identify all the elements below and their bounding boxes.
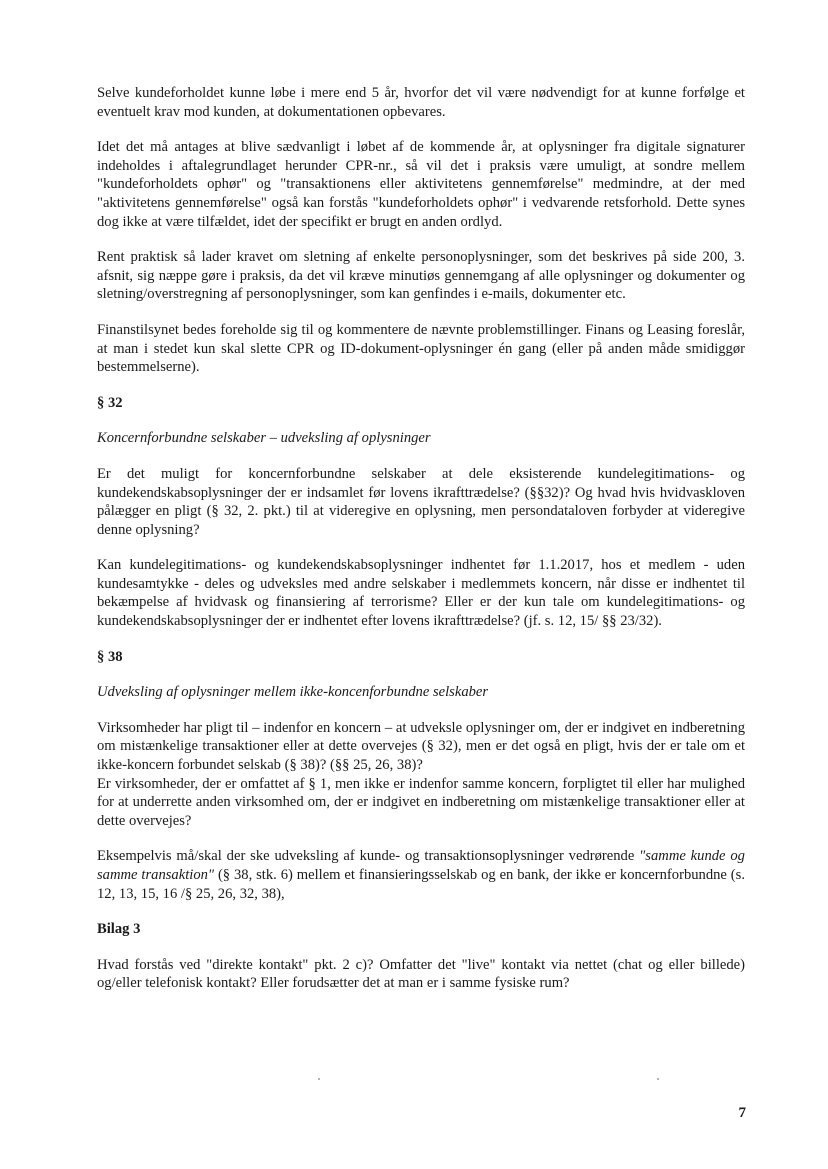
- section-38-heading: § 38: [97, 648, 123, 665]
- intro-paragraph-4: Finanstilsynet bedes foreholde sig til og kommentere de nævnte problemstillinger. Finans og Leasing foreslår, at man i stedet kun skal slette CPR og ID-dokument-oplysninger én gang (eller på anden måde smidiggør bestemmelserne).: [97, 321, 745, 376]
- section-38-paragraph-1b: Er virksomheder, der er omfattet af § 1, men ikke er indenfor samme koncern, forpligtet til eller har mulighed for at underrette anden virksomhed om, der er indgivet en indberetning om mistænkelige transaktioner eller at dette overvejes?: [97, 775, 745, 829]
- page-number: 7: [738, 1105, 746, 1121]
- section-38-paragraph-1a: Virksomheder har pligt til – indenfor en koncern – at udveksle oplysninger om, der er indgivet en indberetning om mistænkelige transaktioner eller at dette overvejes (§ 32), men er det også en pligt, hvis der er tale om et ikke-koncern forbundet selskab (§ 38)? (§§ 25, 26, 38)?: [97, 719, 745, 774]
- section-38-paragraph-2-quote: "samme kunde og samme transaktion": [97, 848, 745, 883]
- section-38-paragraph-2: [97, 847, 745, 903]
- section-38-paragraph-2-suffix: (§ 38, stk. 6) mellem et finansieringsselskab og en bank, der ikke er koncernforbundne (s. 12, 13, 15, 16 /§ 25, 26, 32, 38),: [97, 867, 745, 902]
- document-page: [97, 84, 745, 1010]
- scan-speck: [657, 1078, 659, 1080]
- intro-paragraph-1: Selve kundeforholdet kunne løbe i mere end 5 år, hvorfor det vil være nødvendigt for at kunne forfølge et eventuelt krav mod kunden, at dokumentationen opbevares.: [97, 85, 745, 120]
- section-38-paragraph-2-prefix: Eksempelvis må/skal der ske udveksling af kunde- og transaktionsoplysninger vedrørende: [97, 848, 640, 865]
- intro-paragraph-3: Rent praktisk så lader kravet om sletning af enkelte personoplysninger, som det beskrives på side 200, 3. afsnit, sig næppe gøre i praksis, da det vil kræve minutiøs gennemgang af alle oplysninger og dokumenter og sletning/overstregning af personoplysninger, som kan genfindes i e-mails, dokumenter etc.: [97, 249, 745, 303]
- section-32-heading: § 32: [97, 394, 123, 411]
- section-32-paragraph-2: Kan kundelegitimations- og kundekendskabsoplysninger indhentet før 1.1.2017, hos et medlem - uden kundesamtykke - deles og udveksles med andre selskaber i medlemmets koncern, når disse er indhentet til bekæmpelse af hvidvask og finansiering af terrorisme? Eller er der kun tale om kundelegitimations- og kundekendskabsoplysninger der er indhentet efter lovens ikrafttrædelse? (jf. s. 12, 15/ §§ 23/32).: [97, 557, 745, 630]
- section-38-subheading: Udveksling af oplysninger mellem ikke-koncenforbundne selskaber: [97, 684, 489, 701]
- scan-speck: [318, 1078, 320, 1080]
- intro-paragraph-2: Idet det må antages at blive sædvanligt i løbet af de kommende år, at oplysninger fra digitale signaturer indeholdes i aftalegrundlaget herunder CPR-nr., så vil det i praksis være umuligt, at sondre mellem "kundeforholdets ophør" og "transaktionens eller aktivitetens gennemførelse" medmindre, at der med "aktivitetens gennemførelse" også kan forstås "kundeforholdets ophør" i vedvarende retsforhold. Dette synes dog ikke at være tilfældet, idet der specifikt er brugt en anden ordlyd.: [97, 139, 745, 230]
- section-32-paragraph-1: Er det muligt for koncernforbundne selskaber at dele eksisterende kundelegitimations- og kundekendskabsoplysninger der er indsamlet før lovens ikrafttrædelse? (§§32)? Og hvad hvis hvidvaskloven pålægger en pligt (§ 32, 2. pkt.) til at videregive en oplysning, men persondataloven forbyder at videregive denne oplysning?: [97, 465, 745, 538]
- bilag-3-paragraph: Hvad forstås ved "direkte kontakt" pkt. 2 c)? Omfatter det "live" kontakt via nettet (chat og eller billede) og/eller telefonisk kontakt? Eller forudsætter det at man er i samme fysiske rum?: [97, 956, 745, 992]
- bilag-3-heading: Bilag 3: [97, 921, 141, 938]
- section-32-subheading: Koncernforbundne selskaber – udveksling af oplysninger: [97, 430, 431, 447]
- scan-specks: [0, 1078, 828, 1082]
